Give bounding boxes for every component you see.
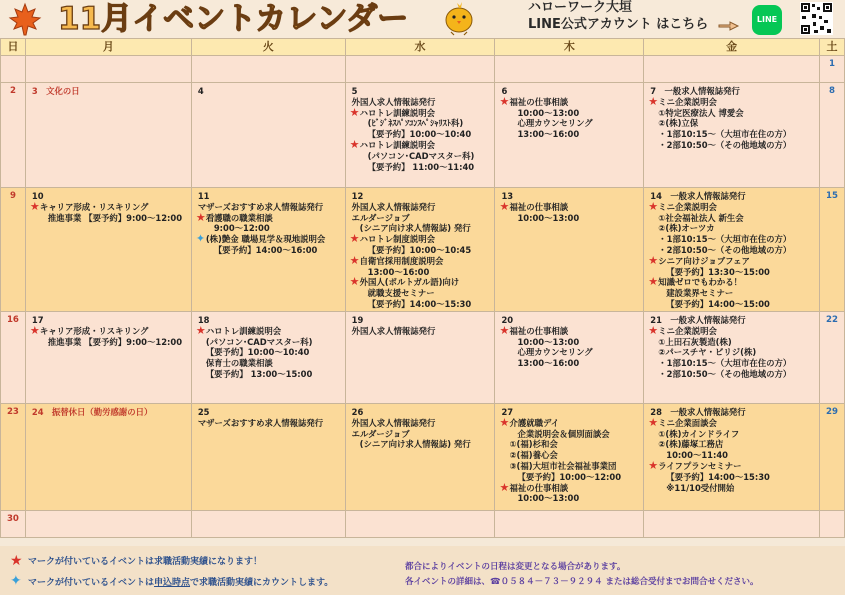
calendar-grid [0,38,845,538]
event-line: (シニア向け求人情報誌) 発行 [359,223,471,234]
day-number: 23 [6,407,19,417]
star-icon: ★ [648,199,659,213]
sparkle-icon: ✦ [195,232,206,246]
day-number: 4 [197,86,204,96]
event-text: 一般求人情報誌発行 [670,407,746,417]
day-content [346,404,495,450]
weekday-sun: 日 [1,39,26,56]
event-line: 【要予約】10:00～10:45 [367,244,472,255]
day-number: 19 [351,315,364,325]
event-line: ②(株)藤塚工務店 [658,439,724,450]
event-line: ・1部10:15～（大垣市在住の方） [658,234,792,245]
event-line: 9:00～12:00 [213,223,270,234]
legend-sparkle-text [28,577,333,589]
day-cell [25,188,191,312]
event-line [650,277,819,288]
event-line: 10:00～13:00 [517,212,580,223]
event-line: ③(福)大垣市社会福祉事業団 [509,460,617,471]
event-line [29,323,191,337]
event-line [648,323,819,337]
event-line: 企業説明会＆個別面談会 [517,428,610,439]
event-line [650,86,819,97]
schedule-change-note: 都合によりイベントの日程は変更となる場合があります。 [405,562,626,572]
legend-text-emphasis: 申込時点 [154,578,191,588]
star-icon: ★ [29,199,40,213]
day-number: 6 [501,86,508,96]
day-cell [25,312,191,404]
star-icon: ★ [29,323,40,337]
day-number: 13 [501,191,514,201]
day-number: 24 [31,407,44,417]
event-line: ・2部10:50～（その他地域の方） [658,368,792,379]
holiday-label [26,404,191,418]
star-icon: ★ [499,199,510,213]
weekday-mon: 月 [25,39,191,56]
event-line: ①上田石灰製造(株) [658,336,732,347]
event-text: 福祉の仕事相談 [509,96,569,107]
day-number: 2 [9,86,16,96]
day-content [26,312,191,347]
event-text: ハロトレ訓練説明会 [359,139,436,150]
star-icon: ★ [349,105,360,119]
event-line: ・2部10:50～（その他地域の方） [658,139,792,150]
day-cell [345,511,495,538]
day-number: 27 [501,407,514,417]
event-line: 外国人求人情報誌発行 [351,201,436,212]
day-content [644,312,819,380]
event-text: 一般求人情報誌発行 [664,86,740,96]
event-text: 一般求人情報誌発行 [670,315,746,325]
week-row [1,312,845,404]
event-line: 13:00～16:00 [517,129,580,140]
event-line [648,94,819,108]
event-line: 【要予約】13:30～15:00 [666,266,770,277]
contact-note: 各イベントの詳細は、☎０５８４－７３－９２９４ または総合受付までお問合せください。 [405,577,759,587]
event-line [499,480,643,494]
event-line: 【要予約】14:00～16:00 [213,244,318,255]
week-row [1,188,845,312]
day-cell [495,511,644,538]
event-line: マザーズおすすめ求人情報誌発行 [197,201,324,212]
day-cell [495,188,644,312]
day-content [192,404,345,429]
day-content [644,188,819,310]
day-content [346,83,495,172]
day-number: 29 [826,407,838,417]
day-cell [1,404,26,511]
event-line [650,315,819,326]
star-icon: ★ [349,253,360,267]
star-icon: ★ [648,323,659,337]
line-app-icon[interactable]: LINE [752,5,782,35]
event-text: ミニ企業説明会 [658,96,717,107]
day-cell [1,56,26,83]
day-number: 30 [6,514,19,524]
event-line: (シニア向け求人情報誌) 発行 [359,439,471,450]
star-icon: ★ [648,275,659,289]
event-text: 知識ゼロでもわかる！ [658,277,743,288]
holiday-name: 振替休日（勤労感謝の日） [51,407,153,417]
day-cell [644,83,820,188]
event-line: 【要予約】10:00～10:40 [205,347,310,358]
event-line [648,253,819,267]
weekday-wed: 水 [345,39,495,56]
event-line: 外国人求人情報誌発行 [351,96,436,107]
day-cell [191,83,345,188]
event-line: ・1部10:15～（大垣市在住の方） [658,358,792,369]
weekday-header-row [1,39,845,56]
event-line: 推進事業 【要予約】9:00～12:00 [47,336,183,347]
event-line [349,232,495,246]
day-number: 26 [351,407,364,417]
day-number: 8 [829,86,836,96]
event-line: 10:00～13:00 [517,493,580,504]
day-number: 25 [197,407,210,417]
event-line: ②(株)立保 [658,118,699,129]
week-row [1,83,845,188]
event-text: ハロトレ訓練説明会 [359,107,436,118]
event-line [195,232,345,246]
star-icon: ★ [349,232,360,246]
event-line: 就職支援セミナー [367,288,435,299]
day-cell [495,83,644,188]
star-icon: ★ [648,94,659,108]
event-text: ミニ企業面談会 [658,417,717,428]
event-line: 心理カウンセリング [517,118,593,129]
day-number: 21 [650,315,662,325]
day-cell [644,56,820,83]
week-row [1,511,845,538]
event-text: 看護職の職業相談 [205,212,273,223]
day-number: 1 [829,59,836,69]
event-line: 10:00～13:00 [517,336,580,347]
event-text: キャリア形成・リスキリング [39,325,149,336]
event-line [499,415,643,429]
event-text: ハロトレ制度説明会 [359,234,436,245]
event-text: ハロトレ訓練説明会 [205,325,282,336]
event-line [29,199,191,213]
day-content [495,188,643,223]
event-text: 自衛官採用制度説明会 [359,255,444,266]
day-cell [1,312,26,404]
event-text: 福祉の仕事相談 [509,325,569,336]
day-cell [191,312,345,404]
event-line: 外国人求人情報誌発行 [351,325,436,336]
event-line: 【要予約】 13:00～15:00 [205,368,313,379]
event-line: ※11/10受付開始 [666,482,735,493]
day-cell [644,312,820,404]
event-line [349,275,495,289]
day-content [192,188,345,256]
star-icon: ★ [499,415,510,429]
day-cell [820,404,845,511]
event-line: 【要予約】14:00～15:30 [666,471,770,482]
event-text: 介護就職デイ [509,417,560,428]
day-cell [820,56,845,83]
event-line [349,105,495,119]
day-cell [644,511,820,538]
event-text: キャリア形成・リスキリング [39,201,149,212]
day-cell [820,188,845,312]
day-cell [1,188,26,312]
pointing-hand-icon [718,17,740,33]
event-text: 外国人(ポルトガル語)向け [359,277,460,288]
office-name: ハローワーク大垣 [528,0,633,15]
day-cell [25,511,191,538]
day-cell [191,56,345,83]
event-line: ②(福)養心会 [509,450,558,461]
day-cell [495,404,644,511]
day-content [644,83,819,151]
event-text: ライフプランセミナー [658,460,742,471]
day-cell [25,56,191,83]
event-line [648,458,819,472]
day-content [346,312,495,337]
star-icon: ★ [648,253,659,267]
event-line [650,191,819,202]
event-line: (パソコン･CADマスター科) [367,150,475,161]
event-text: (株)艶金 職場見学＆現地説明会 [205,234,326,245]
event-line [349,137,495,151]
day-cell [191,511,345,538]
day-cell [345,404,495,511]
maple-leaf-icon [8,2,42,36]
week-row [1,56,845,83]
day-cell [820,312,845,404]
event-line: エルダージョブ [351,212,410,223]
event-line: ①特定医療法人 博愛会 [658,107,744,118]
day-content [192,312,345,380]
event-line: 【要予約】14:00～15:00 [666,298,770,309]
event-line: (ﾋﾞｼﾞﾈｽﾊﾟｿｺﾝｽﾍﾟｼｬﾘｽﾄ科) [367,118,464,129]
day-number: 9 [9,191,16,201]
star-icon: ★ [499,94,510,108]
event-line [499,323,643,337]
event-line [349,253,495,267]
legend-text-part: で求職活動実績にカウントします。 [190,578,334,588]
weekday-thu: 木 [495,39,644,56]
day-number: 17 [31,315,44,325]
weekday-sat: 土 [820,39,845,56]
day-cell [345,188,495,312]
day-cell [25,83,191,188]
day-cell [345,312,495,404]
day-cell [25,404,191,511]
day-cell [191,404,345,511]
day-content [495,83,643,140]
day-number: 15 [826,191,838,201]
event-line [648,415,819,429]
day-cell [495,312,644,404]
day-cell [345,83,495,188]
event-line [648,199,819,213]
day-content [26,188,191,223]
day-cell [820,83,845,188]
event-line [499,199,643,213]
day-cell [820,511,845,538]
star-icon: ★ [648,415,659,429]
day-number: 3 [31,86,38,96]
legend-star-text: マークが付いているイベントは求職活動実績になります！ [28,557,263,567]
star-icon: ★ [349,137,360,151]
event-line: 推進事業 【要予約】9:00～12:00 [47,212,183,223]
legend-text-part: マークが付いているイベントは [28,578,155,588]
day-content [495,404,643,504]
day-number: 18 [197,315,210,325]
line-account-text[interactable]: LINE公式アカウント はこちら [528,17,709,32]
day-number: 12 [351,191,364,201]
event-line: 【要予約】10:00～10:40 [367,129,472,140]
day-number: 10 [31,191,44,201]
event-text: 福祉の仕事相談 [509,482,569,493]
day-cell [495,56,644,83]
day-number: 28 [650,407,662,417]
weekday-tue: 火 [191,39,345,56]
event-line: ①(福)杉和会 [509,439,558,450]
holiday-name: 文化の日 [46,86,80,96]
event-line: 【要予約】 11:00～11:40 [367,161,475,172]
star-icon: ★ [10,553,23,569]
page-title: 11月イベントカレンダー [58,1,409,37]
event-line: ②パースチヤ・ビリジ(株) [658,347,757,358]
event-line: ②(株)オーツカ [658,223,715,234]
day-cell [644,404,820,511]
day-content [192,83,345,97]
event-line: エルダージョブ [351,428,410,439]
star-icon: ★ [195,210,206,224]
sparkle-icon: ✦ [10,573,22,589]
day-number: 11 [197,191,210,201]
event-line [499,94,643,108]
event-line: 外国人求人情報誌発行 [351,417,436,428]
day-content [495,312,643,369]
event-text: シニア向けジョブフェア [658,255,750,266]
event-line [650,407,819,418]
day-number: 22 [826,315,838,325]
event-line: 心理カウンセリング [517,347,593,358]
day-content [644,404,819,493]
chick-mascot-icon [441,2,477,36]
event-line [195,210,345,224]
day-cell [1,511,26,538]
weekday-fri: 金 [644,39,820,56]
star-icon: ★ [499,323,510,337]
holiday-label [26,83,191,97]
event-line: 10:00～13:00 [517,107,580,118]
day-cell [191,188,345,312]
event-text: 福祉の仕事相談 [509,201,569,212]
star-icon: ★ [349,275,360,289]
event-line: ・1部10:15～（大垣市在住の方） [658,129,792,140]
qr-code-icon[interactable] [800,2,833,35]
event-line: 建設業界セミナー [666,288,734,299]
event-line: 保育士の職業相談 [205,358,273,369]
event-line [195,323,345,337]
event-line: ①(株)カインドライフ [658,428,740,439]
day-cell [345,56,495,83]
footer-legend [0,546,845,595]
calendar-header [0,0,845,38]
event-line: 【要予約】14:00～15:30 [367,298,472,309]
star-icon: ★ [648,458,659,472]
day-number: 16 [6,315,19,325]
week-row [1,404,845,511]
day-number: 20 [501,315,514,325]
event-line: マザーズおすすめ求人情報誌発行 [197,417,324,428]
star-icon: ★ [499,480,510,494]
day-cell [644,188,820,312]
day-number: 7 [650,86,657,96]
day-content [346,188,495,310]
event-line: 10:00～11:40 [666,450,728,461]
event-line: 13:00～16:00 [517,358,580,369]
star-icon: ★ [195,323,206,337]
event-line: ・2部10:50～（その他地域の方） [658,244,792,255]
event-line: 【要予約】10:00～12:00 [517,471,622,482]
day-cell [1,83,26,188]
event-line: ①社会福祉法人 新生会 [658,212,744,223]
day-number: 5 [351,86,358,96]
event-text: ミニ企業説明会 [658,201,717,212]
event-line: 13:00～16:00 [367,266,430,277]
event-line: (パソコン･CADマスター科) [205,336,313,347]
event-text: ミニ企業説明会 [658,325,717,336]
day-number: 14 [650,191,662,201]
event-text: 一般求人情報誌発行 [670,191,746,201]
